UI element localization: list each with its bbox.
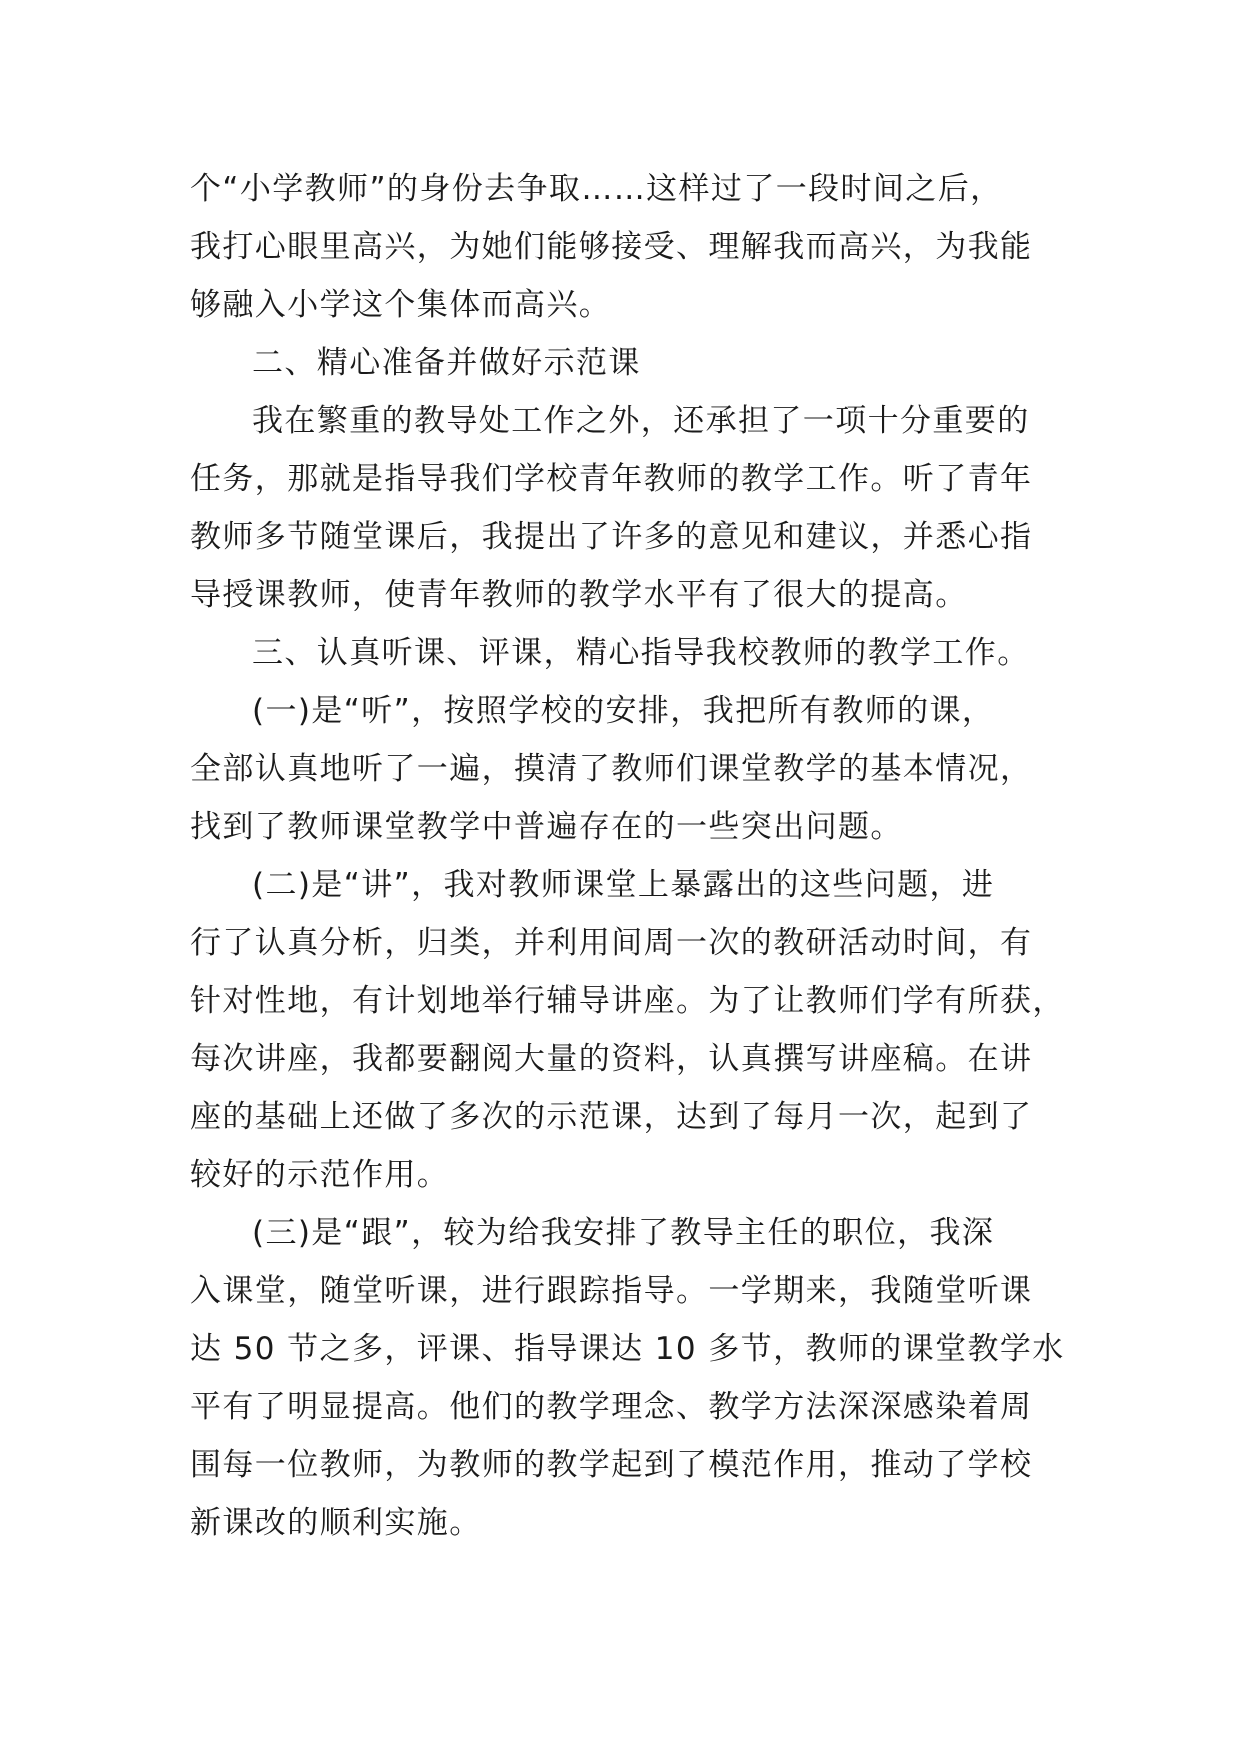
text-line: 每次讲座，我都要翻阅大量的资料，认真撰写讲座稿。在讲 bbox=[190, 1041, 1033, 1077]
text-line: (三)是“跟”，较为给我安排了教导主任的职位，我深 bbox=[252, 1215, 995, 1251]
section-heading: 三、认真听课、评课，精心指导我校教师的教学工作。 bbox=[252, 635, 1030, 671]
text-line: 导授课教师，使青年教师的教学水平有了很大的提高。 bbox=[190, 577, 968, 613]
text-line: 全部认真地听了一遍，摸清了教师们课堂教学的基本情况， bbox=[190, 751, 1033, 787]
text-line: 教师多节随堂课后，我提出了许多的意见和建议，并悉心指 bbox=[190, 519, 1033, 555]
text-line: (一)是“听”，按照学校的安排，我把所有教师的课， bbox=[252, 693, 995, 729]
text-line: 围每一位教师，为教师的教学起到了模范作用，推动了学校 bbox=[190, 1447, 1033, 1483]
text-line: 平有了明显提高。他们的教学理念、教学方法深深感染着周 bbox=[190, 1389, 1033, 1425]
section-heading: 二、精心准备并做好示范课 bbox=[252, 345, 641, 381]
text-line: 达 50 节之多，评课、指导课达 10 多节，教师的课堂教学水 bbox=[190, 1331, 1065, 1367]
text-line: 针对性地，有计划地举行辅导讲座。为了让教师们学有所获， bbox=[190, 983, 1065, 1019]
text-line: 够融入小学这个集体而高兴。 bbox=[190, 287, 612, 323]
text-line: 行了认真分析，归类，并利用间周一次的教研活动时间，有 bbox=[190, 925, 1033, 961]
text-line: 任务，那就是指导我们学校青年教师的教学工作。听了青年 bbox=[190, 461, 1033, 497]
text-line: 找到了教师课堂教学中普遍存在的一些突出问题。 bbox=[190, 809, 903, 845]
text-line: 座的基础上还做了多次的示范课，达到了每月一次，起到了 bbox=[190, 1099, 1033, 1135]
text-line: (二)是“讲”，我对教师课堂上暴露出的这些问题，进 bbox=[252, 867, 995, 903]
text-line: 入课堂，随堂听课，进行跟踪指导。一学期来，我随堂听课 bbox=[190, 1273, 1033, 1309]
text-line: 我在繁重的教导处工作之外，还承担了一项十分重要的 bbox=[252, 403, 1030, 439]
text-line: 较好的示范作用。 bbox=[190, 1157, 450, 1193]
document-body bbox=[190, 160, 1070, 1552]
text-line: 我打心眼里高兴，为她们能够接受、理解我而高兴，为我能 bbox=[190, 229, 1033, 265]
text-line: 新课改的顺利实施。 bbox=[190, 1505, 482, 1541]
text-line: 个“小学教师”的身份去争取……这样过了一段时间之后， bbox=[190, 171, 1003, 207]
